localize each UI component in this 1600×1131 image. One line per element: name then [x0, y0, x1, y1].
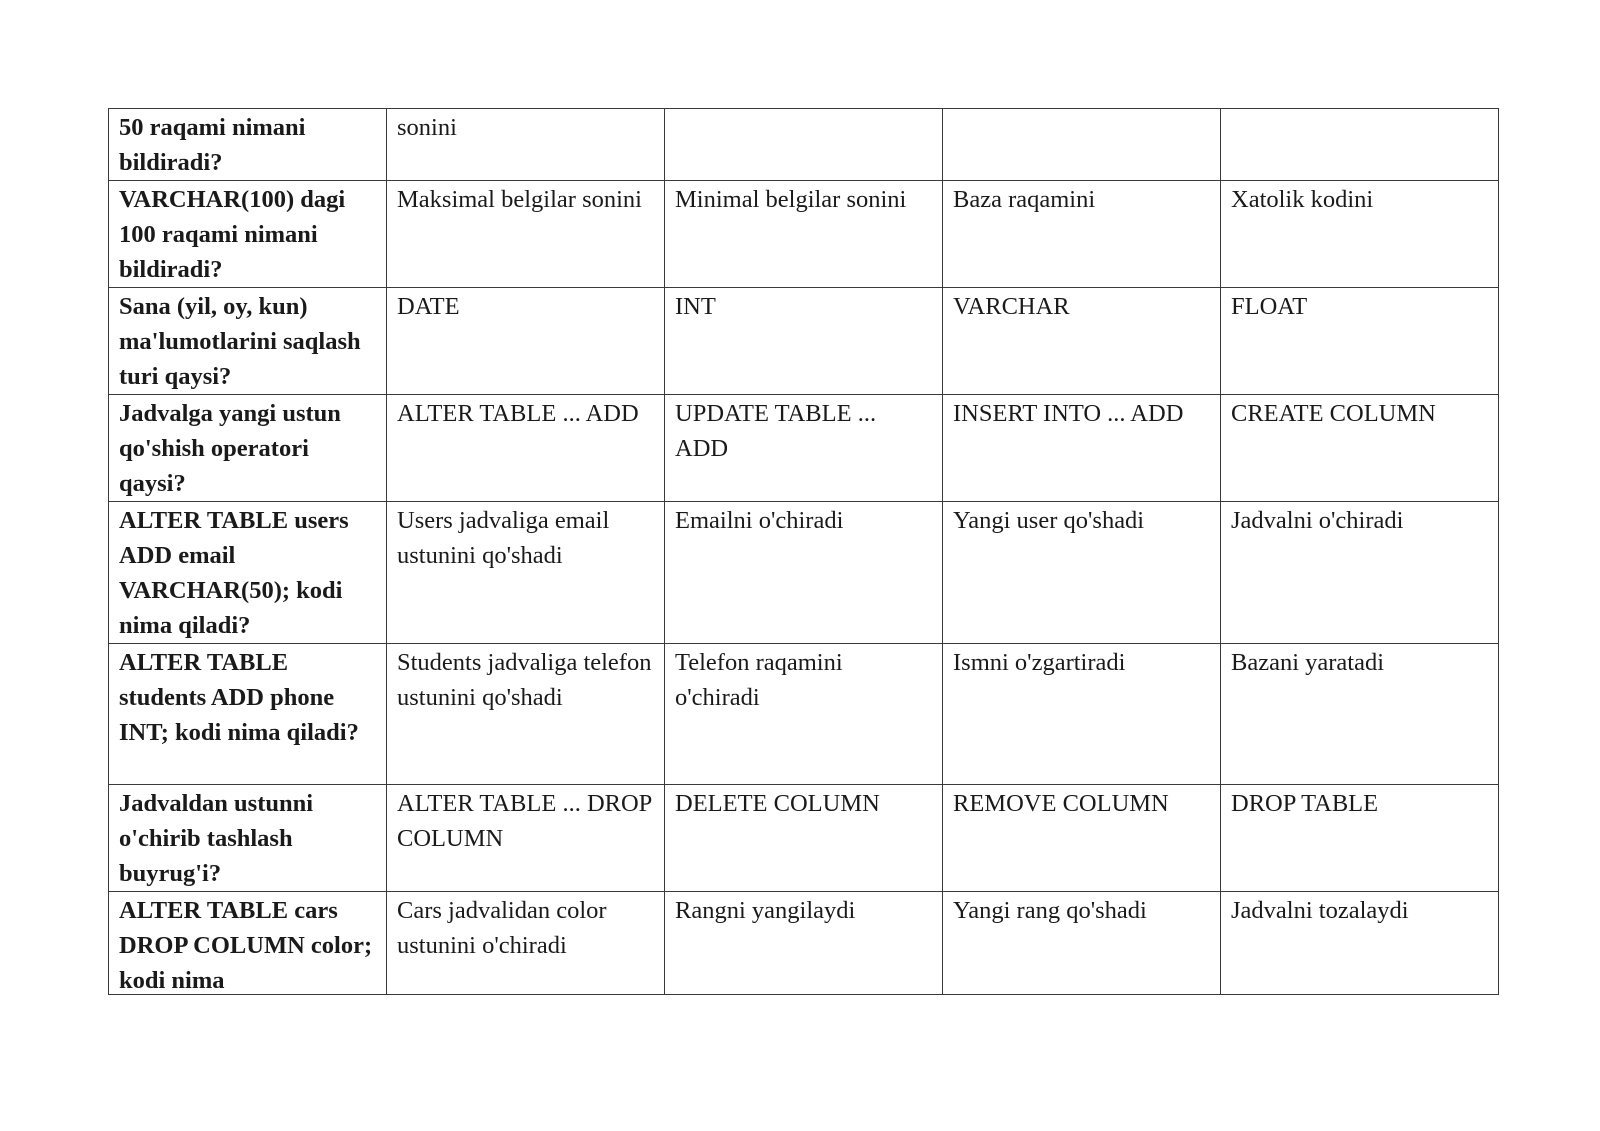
table-row: [109, 395, 1499, 502]
option-c-cell: Baza raqamini: [943, 181, 1221, 288]
option-d-cell: Xatolik kodini: [1221, 181, 1499, 288]
option-d-cell: DROP TABLE: [1221, 785, 1499, 892]
option-c-cell: VARCHAR: [943, 288, 1221, 395]
option-c-cell: Yangi rang qo'shadi: [943, 892, 1221, 995]
option-b-cell: Rangni yangilaydi: [665, 892, 943, 995]
question-cell: Jadvalga yangi ustun qo'shish operatori qaysi?: [109, 395, 387, 502]
table-row: [109, 502, 1499, 644]
option-a-cell: ALTER TABLE ... DROP COLUMN: [387, 785, 665, 892]
question-cell: ALTER TABLE cars DROP COLUMN color; kodi nima: [109, 892, 387, 995]
option-c-cell: Ismni o'zgartiradi: [943, 644, 1221, 785]
option-d-cell: Jadvalni o'chiradi: [1221, 502, 1499, 644]
option-d-cell: FLOAT: [1221, 288, 1499, 395]
question-cell: VARCHAR(100) dagi 100 raqami nimani bildiradi?: [109, 181, 387, 288]
option-c-cell: Yangi user qo'shadi: [943, 502, 1221, 644]
option-b-cell: INT: [665, 288, 943, 395]
question-cell: Sana (yil, oy, kun) ma'lumotlarini saqlash turi qaysi?: [109, 288, 387, 395]
question-cell: ALTER TABLE students ADD phone INT; kodi nima qiladi?: [109, 644, 387, 785]
option-c-cell: [943, 109, 1221, 181]
option-d-cell: CREATE COLUMN: [1221, 395, 1499, 502]
option-a-cell: DATE: [387, 288, 665, 395]
option-a-cell: Maksimal belgilar sonini: [387, 181, 665, 288]
table-row: [109, 892, 1499, 995]
option-a-cell: ALTER TABLE ... ADD: [387, 395, 665, 502]
option-d-cell: [1221, 109, 1499, 181]
table-row: [109, 288, 1499, 395]
question-cell: ALTER TABLE users ADD email VARCHAR(50); kodi nima qiladi?: [109, 502, 387, 644]
quiz-table: [108, 108, 1499, 995]
table-row: [109, 785, 1499, 892]
option-b-cell: Emailni o'chiradi: [665, 502, 943, 644]
option-b-cell: UPDATE TABLE ... ADD: [665, 395, 943, 502]
table-row: [109, 109, 1499, 181]
question-cell: 50 raqami nimani bildiradi?: [109, 109, 387, 181]
option-a-cell: Cars jadvalidan color ustunini o'chiradi: [387, 892, 665, 995]
question-cell: Jadvaldan ustunni o'chirib tashlash buyrug'i?: [109, 785, 387, 892]
option-a-cell: Students jadvaliga telefon ustunini qo'shadi: [387, 644, 665, 785]
option-d-cell: Bazani yaratadi: [1221, 644, 1499, 785]
option-a-cell: Users jadvaliga email ustunini qo'shadi: [387, 502, 665, 644]
option-b-cell: [665, 109, 943, 181]
option-b-cell: DELETE COLUMN: [665, 785, 943, 892]
table-row: [109, 181, 1499, 288]
option-c-cell: REMOVE COLUMN: [943, 785, 1221, 892]
option-c-cell: INSERT INTO ... ADD: [943, 395, 1221, 502]
table-row: [109, 644, 1499, 785]
option-b-cell: Minimal belgilar sonini: [665, 181, 943, 288]
option-d-cell: Jadvalni tozalaydi: [1221, 892, 1499, 995]
option-a-cell: sonini: [387, 109, 665, 181]
option-b-cell: Telefon raqamini o'chiradi: [665, 644, 943, 785]
